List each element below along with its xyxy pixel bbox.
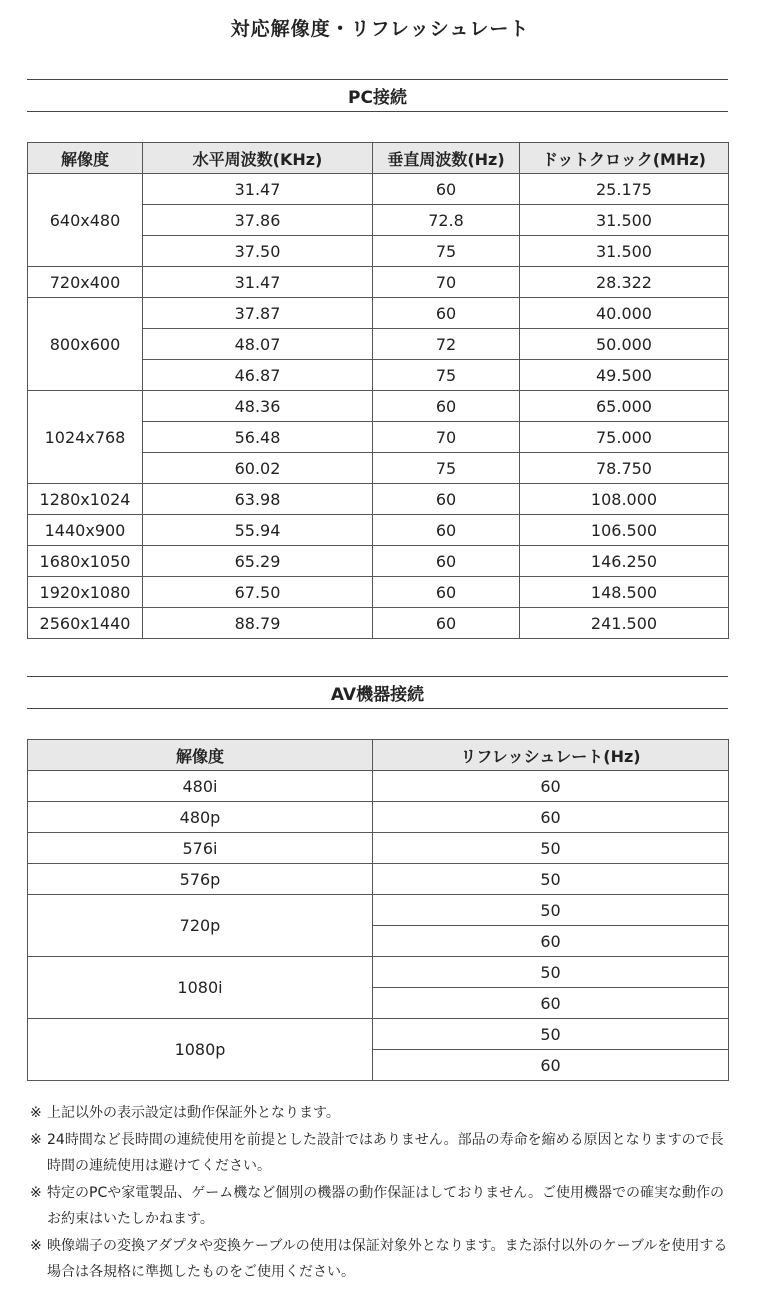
note-mark: ※ — [30, 1237, 42, 1254]
horizontal-frequency-cell: 88.79 — [143, 608, 373, 639]
vertical-frequency-cell: 60 — [373, 608, 520, 639]
dot-clock-cell: 146.250 — [520, 546, 729, 577]
resolution-cell: 1440x900 — [28, 515, 143, 546]
table-row — [28, 298, 729, 329]
refresh-rate-cell: 50 — [373, 895, 729, 926]
refresh-rate-cell: 50 — [373, 864, 729, 895]
refresh-rate-cell: 60 — [373, 926, 729, 957]
pc-header-dot-clock: ドットクロック(MHz) — [520, 143, 729, 174]
vertical-frequency-cell: 60 — [373, 515, 520, 546]
dot-clock-cell: 25.175 — [520, 174, 729, 205]
av-table-header-row — [28, 740, 729, 771]
resolution-cell: 800x600 — [28, 298, 143, 391]
horizontal-frequency-cell: 60.02 — [143, 453, 373, 484]
table-row — [28, 895, 729, 926]
horizontal-frequency-cell: 37.50 — [143, 236, 373, 267]
dot-clock-cell: 65.000 — [520, 391, 729, 422]
dot-clock-cell: 28.322 — [520, 267, 729, 298]
vertical-frequency-cell: 60 — [373, 174, 520, 205]
table-row — [28, 577, 729, 608]
dot-clock-cell: 241.500 — [520, 608, 729, 639]
table-row — [28, 484, 729, 515]
notes-list — [30, 1100, 730, 1286]
page-title: 対応解像度・リフレッシュレート — [230, 18, 530, 40]
resolution-cell: 1680x1050 — [28, 546, 143, 577]
dot-clock-cell: 78.750 — [520, 453, 729, 484]
pc-header-vertical-frequency: 垂直周波数(Hz) — [373, 143, 520, 174]
resolution-cell: 720p — [28, 895, 373, 957]
resolution-cell: 640x480 — [28, 174, 143, 267]
table-row — [28, 864, 729, 895]
dot-clock-cell: 148.500 — [520, 577, 729, 608]
resolution-cell: 1080i — [28, 957, 373, 1019]
resolution-cell: 1280x1024 — [28, 484, 143, 515]
vertical-frequency-cell: 60 — [373, 298, 520, 329]
horizontal-frequency-cell: 37.86 — [143, 205, 373, 236]
resolution-cell: 480i — [28, 771, 373, 802]
horizontal-frequency-cell: 31.47 — [143, 174, 373, 205]
note-mark: ※ — [30, 1105, 42, 1121]
refresh-rate-cell: 60 — [373, 1050, 729, 1081]
dot-clock-cell: 31.500 — [520, 205, 729, 236]
resolution-cell: 1024x768 — [28, 391, 143, 484]
vertical-frequency-cell: 75 — [373, 236, 520, 267]
vertical-frequency-cell: 72.8 — [373, 205, 520, 236]
resolution-cell: 1920x1080 — [28, 577, 143, 608]
table-row — [28, 267, 729, 298]
dot-clock-cell: 106.500 — [520, 515, 729, 546]
av-section-heading: AV機器接続 — [27, 676, 728, 709]
refresh-rate-cell: 60 — [373, 802, 729, 833]
vertical-frequency-cell: 70 — [373, 267, 520, 298]
refresh-rate-cell: 50 — [373, 1019, 729, 1050]
note-item — [30, 1233, 730, 1286]
resolution-cell: 480p — [28, 802, 373, 833]
refresh-rate-cell: 50 — [373, 957, 729, 988]
pc-header-horizontal-frequency: 水平周波数(KHz) — [143, 143, 373, 174]
horizontal-frequency-cell: 55.94 — [143, 515, 373, 546]
resolution-cell: 1080p — [28, 1019, 373, 1081]
av-resolution-table — [27, 739, 729, 1081]
vertical-frequency-cell: 70 — [373, 422, 520, 453]
av-header-refresh-rate: リフレッシュレート(Hz) — [373, 740, 729, 771]
vertical-frequency-cell: 60 — [373, 484, 520, 515]
table-row — [28, 391, 729, 422]
resolution-cell: 576p — [28, 864, 373, 895]
dot-clock-cell: 49.500 — [520, 360, 729, 391]
av-header-resolution: 解像度 — [28, 740, 373, 771]
dot-clock-cell: 108.000 — [520, 484, 729, 515]
vertical-frequency-cell: 75 — [373, 453, 520, 484]
note-mark: ※ — [30, 1131, 42, 1148]
resolution-cell: 2560x1440 — [28, 608, 143, 639]
horizontal-frequency-cell: 56.48 — [143, 422, 373, 453]
horizontal-frequency-cell: 37.87 — [143, 298, 373, 329]
table-row — [28, 608, 729, 639]
table-row — [28, 957, 729, 988]
note-text: 24時間など長時間の連続使用を前提とした設計ではありません。部品の寿命を縮める原因となりますので長時間の連続使用は避けてください。 — [47, 1131, 724, 1174]
horizontal-frequency-cell: 63.98 — [143, 484, 373, 515]
dot-clock-cell: 75.000 — [520, 422, 729, 453]
pc-section-heading: PC接続 — [27, 79, 728, 112]
resolution-cell: 576i — [28, 833, 373, 864]
note-item — [30, 1100, 730, 1127]
note-text: 映像端子の変換アダプタや変換ケーブルの使用は保証対象外となります。また添付以外のケーブルを使用する場合は各規格に準拠したものをご使用ください。 — [47, 1237, 728, 1280]
note-mark: ※ — [30, 1184, 42, 1201]
table-row — [28, 1019, 729, 1050]
note-item — [30, 1180, 730, 1233]
vertical-frequency-cell: 60 — [373, 391, 520, 422]
horizontal-frequency-cell: 67.50 — [143, 577, 373, 608]
table-row — [28, 771, 729, 802]
table-row — [28, 802, 729, 833]
pc-table-header-row — [28, 143, 729, 174]
horizontal-frequency-cell: 46.87 — [143, 360, 373, 391]
note-text: 特定のPCや家電製品、ゲーム機など個別の機器の動作保証はしておりません。ご使用機器での確実な動作のお約束はいたしかねます。 — [47, 1184, 725, 1227]
horizontal-frequency-cell: 48.07 — [143, 329, 373, 360]
note-item — [30, 1127, 730, 1180]
dot-clock-cell: 40.000 — [520, 298, 729, 329]
vertical-frequency-cell: 75 — [373, 360, 520, 391]
horizontal-frequency-cell: 48.36 — [143, 391, 373, 422]
refresh-rate-cell: 60 — [373, 988, 729, 1019]
note-text: 上記以外の表示設定は動作保証外となります。 — [47, 1105, 340, 1121]
vertical-frequency-cell: 72 — [373, 329, 520, 360]
table-row — [28, 515, 729, 546]
vertical-frequency-cell: 60 — [373, 546, 520, 577]
dot-clock-cell: 50.000 — [520, 329, 729, 360]
dot-clock-cell: 31.500 — [520, 236, 729, 267]
refresh-rate-cell: 60 — [373, 771, 729, 802]
resolution-cell: 720x400 — [28, 267, 143, 298]
horizontal-frequency-cell: 31.47 — [143, 267, 373, 298]
vertical-frequency-cell: 60 — [373, 577, 520, 608]
horizontal-frequency-cell: 65.29 — [143, 546, 373, 577]
table-row — [28, 833, 729, 864]
pc-header-resolution: 解像度 — [28, 143, 143, 174]
table-row — [28, 174, 729, 205]
pc-resolution-table — [27, 142, 729, 639]
refresh-rate-cell: 50 — [373, 833, 729, 864]
table-row — [28, 546, 729, 577]
